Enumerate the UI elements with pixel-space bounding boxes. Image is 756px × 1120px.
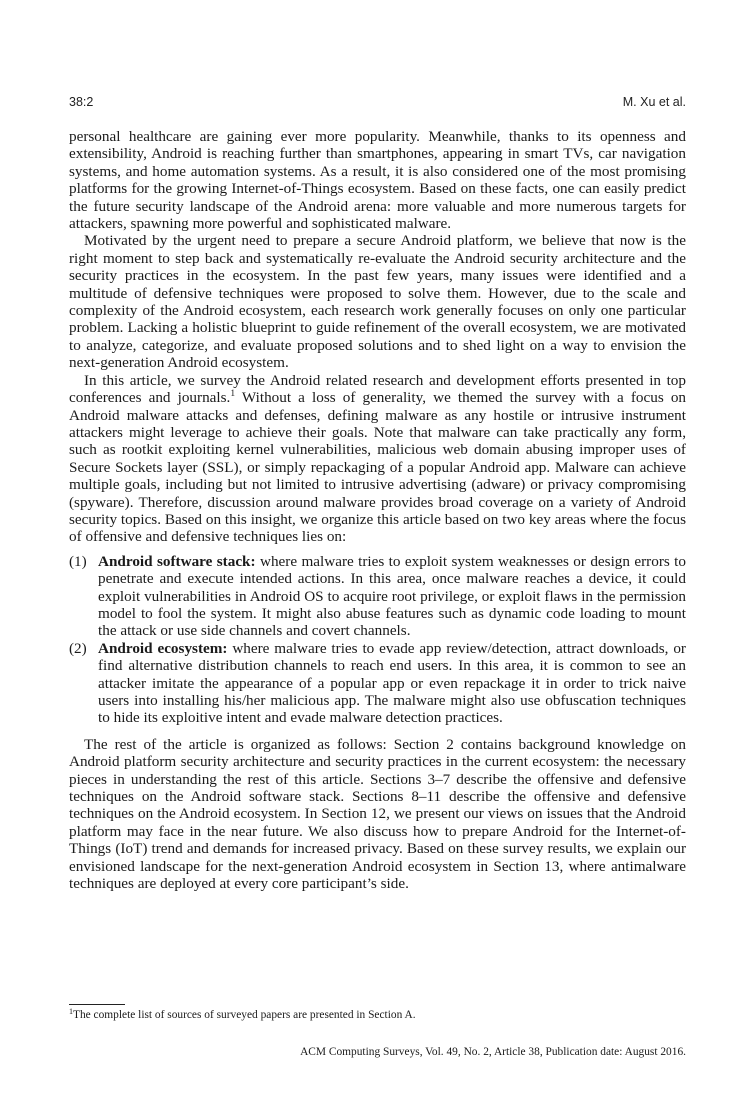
list-item xyxy=(69,553,686,640)
paragraph-closing: The rest of the article is organized as follows: Section 2 contains background knowledge on Android platform security architecture and security practices in the current ecosystem: the necessary pieces in understanding the rest of this article. Sections 3–7 describe the offensive and defensive techniques on the Android software stack. Sections 8–11 describe the offensive and defensive techniques on the Android ecosystem. In Section 12, we present our views on issues that the Android platform may face in the near future. We also discuss how to prepare Android for the Internet-of-Things (IoT) trend and demands for increased privacy. Based on these survey results, we explain our envisioned landscape for the next-generation Android ecosystem in Section 13, where antimalware techniques are deployed at every core participant’s side. xyxy=(69,735,686,893)
footnote-text: The complete list of sources of surveyed papers are presented in Section A. xyxy=(73,1009,416,1021)
body-text xyxy=(69,128,686,892)
footnote-reference: 1 xyxy=(230,389,236,400)
running-head xyxy=(69,95,686,111)
list-item xyxy=(69,640,686,727)
paragraph-3-text-b: Without a loss of generality, we themed the survey with a focus on Android malware attacks and defenses, defining malware as any hostile or intrusive instrument attackers might leverage to achieve their goals. Note that malware can take practically any form, such as rootkit exploiting kernel vulnerabilities, malicious web domain abusing improper uses of Secure Sockets layer (SSL), or simply repackaging of a popular Android app. Malware can achieve multiple goals, including but not limited to intrusive advertising (adware) or privacy compromising (spyware). Therefore, discussion around malware provides broad coverage on a variety of Android security topics. Based on this insight, we organize this article based on two key areas where the focus of offensive and defensive techniques lies on: xyxy=(69,389,687,546)
list-item-text: where malware tries to evade app review/detection, attract downloads, or find alternative distribution channels to reach end users. In this area, it is common to see an attacker imitate the appearance of a popular app or even repackage it in order to trick naive users into installing his/her malicious app. The malware might also use obfuscation techniques to hide its exploitive intent and evade malware detection practices. xyxy=(98,639,686,727)
paragraph-3-text-a: In this article, we survey the Android related research and development efforts presented in top conferences and journals. xyxy=(69,371,686,407)
footnote-divider xyxy=(69,1004,125,1005)
footnote xyxy=(69,1008,686,1022)
list-item-term: Android ecosystem: xyxy=(98,639,228,657)
page-number: 38:2 xyxy=(69,95,94,109)
list-item-text: where malware tries to exploit system weaknesses or design errors to penetrate and execute intended actions. In this area, once malware reaches a device, it could exploit vulnerabilities in Android OS to acquire root privilege, or exploit flaws in the permission model to fool the system. It might also abuse features such as dynamic code loading to mount the attack or use side channels and covert channels. xyxy=(98,552,686,640)
key-areas-list xyxy=(69,553,686,727)
page-footer: ACM Computing Surveys, Vol. 49, No. 2, Article 38, Publication date: August 2016. xyxy=(300,1046,686,1058)
list-item-term: Android software stack: xyxy=(98,552,256,570)
footnote-mark: 1 xyxy=(69,1007,73,1016)
list-item-number: (1) xyxy=(69,552,87,570)
paragraph-3 xyxy=(69,372,686,546)
paragraph-2: Motivated by the urgent need to prepare a secure Android platform, we believe that now is the right moment to step back and systematically re-evaluate the Android security architecture and the security practices in the ecosystem. In the past few years, many issues were identified and a multitude of defensive techniques were proposed to solve them. However, due to the scale and complexity of the Android ecosystem, each research work generally focuses on only one particular problem. Lacking a holistic blueprint to guide refinement of the overall ecosystem, we are motivated to analyze, categorize, and evaluate proposed solutions and to shed light on a way to envision the next-generation Android ecosystem. xyxy=(69,232,686,372)
running-head-authors: M. Xu et al. xyxy=(622,95,686,109)
list-item-number: (2) xyxy=(69,639,87,657)
paragraph-1: personal healthcare are gaining ever more popularity. Meanwhile, thanks to its openness and extensibility, Android is reaching further than smartphones, appearing in smart TVs, car navigation systems, and home automation systems. As a result, it is also considered one of the most promising platforms for the growing Internet-of-Things ecosystem. Based on these facts, one can easily predict the future security landscape of the Android arena: more valuable and more numerous targets for attackers, spawning more powerful and sophisticated malware. xyxy=(69,128,686,233)
